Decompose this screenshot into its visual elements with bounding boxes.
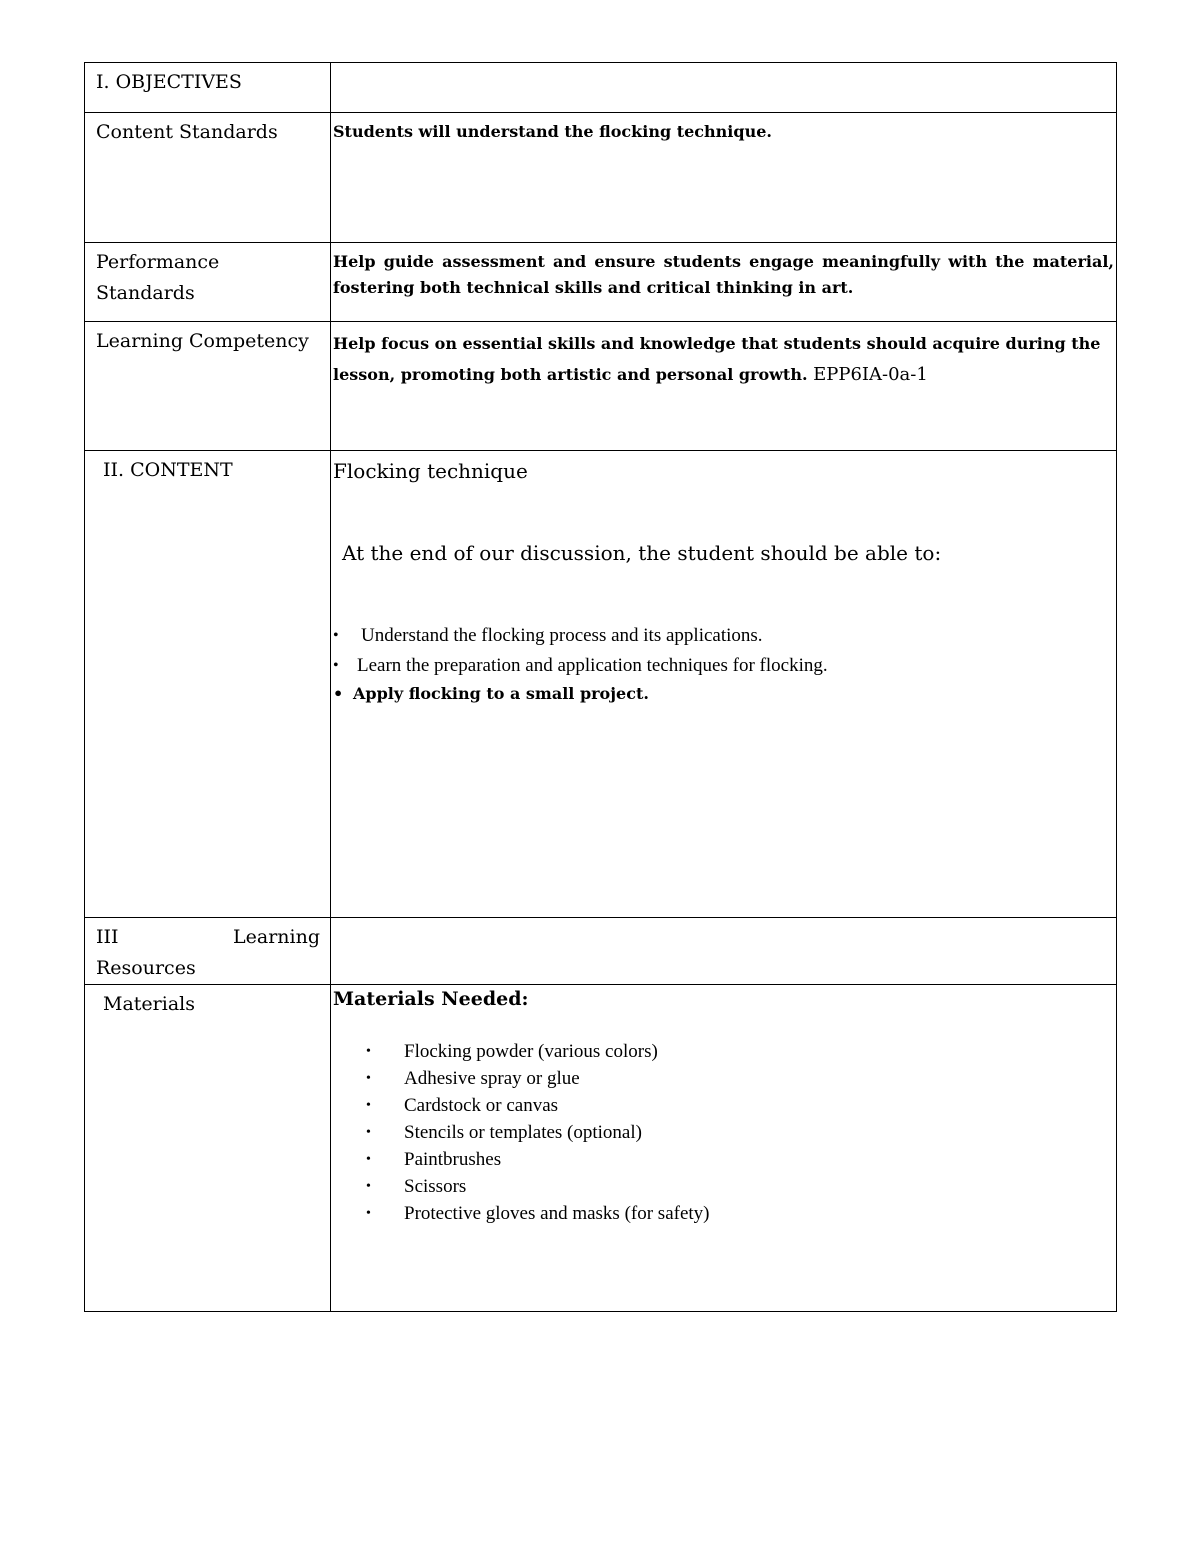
bullet-icon: • <box>333 627 339 644</box>
bullet-icon: • <box>366 1098 371 1113</box>
objectives-value <box>331 63 1117 113</box>
bullet-icon: • <box>366 1044 371 1059</box>
bullet-icon: • <box>366 1179 371 1194</box>
learning-competency-text <box>333 328 1116 390</box>
list-item: • Paintbrushes <box>333 1146 1116 1173</box>
performance-standards-label: Performance Standards <box>85 243 331 322</box>
materials-label: Materials <box>85 985 331 1312</box>
learning-resources-row <box>85 918 1117 985</box>
list-item: • Apply flocking to a small project. <box>333 681 1116 707</box>
learning-resources-label: III Learning Resources <box>85 918 331 985</box>
bullet-icon: • <box>366 1152 371 1167</box>
materials-title: Materials Needed: <box>333 988 529 1010</box>
list-item: • Understand the flocking process and its applications. <box>333 621 1116 651</box>
content-standards-row <box>85 113 1117 243</box>
list-item: • Flocking powder (various colors) <box>333 1038 1116 1065</box>
content-row <box>85 451 1117 918</box>
objectives-heading: I. OBJECTIVES <box>85 63 331 113</box>
materials-row <box>85 985 1117 1312</box>
bullet-icon: • <box>366 1206 371 1221</box>
bullet-icon: • <box>366 1071 371 1086</box>
content-standards-text: Students will understand the flocking technique. <box>333 122 772 141</box>
content-title: Flocking technique <box>333 459 528 483</box>
list-item: • Stencils or templates (optional) <box>333 1119 1116 1146</box>
content-label: II. CONTENT <box>85 451 331 918</box>
content-intro: At the end of our discussion, the student should be able to: <box>342 541 942 565</box>
learning-competency-row <box>85 322 1117 451</box>
performance-standards-row <box>85 243 1117 322</box>
learning-competency-label: Learning Competency <box>85 322 331 451</box>
list-item: • Adhesive spray or glue <box>333 1065 1116 1092</box>
list-item: • Protective gloves and masks (for safety) <box>333 1200 1116 1227</box>
list-item: • Cardstock or canvas <box>333 1092 1116 1119</box>
bullet-icon: • <box>333 657 339 674</box>
content-standards-label: Content Standards <box>85 113 331 243</box>
objectives-row <box>85 63 1117 113</box>
learning-competency-description: Help focus on essential skills and knowledge that students should acquire during the lesson, promoting both artistic and personal growth. <box>333 334 1101 384</box>
competency-code: EPP6IA-0a-1 <box>813 364 928 385</box>
learning-resources-value <box>331 918 1117 985</box>
list-item: • Learn the preparation and application techniques for flocking. <box>333 651 1116 681</box>
learning-objectives-list <box>333 621 1116 707</box>
performance-standards-text: Help guide assessment and ensure students engage meaningfully with the material, fostering both technical skills and critical thinking in art. <box>333 252 1114 297</box>
bullet-icon: • <box>366 1125 371 1140</box>
materials-list <box>333 1038 1116 1227</box>
list-item: • Scissors <box>333 1173 1116 1200</box>
bullet-icon: • <box>333 684 344 703</box>
lesson-plan-table <box>84 62 1117 1312</box>
